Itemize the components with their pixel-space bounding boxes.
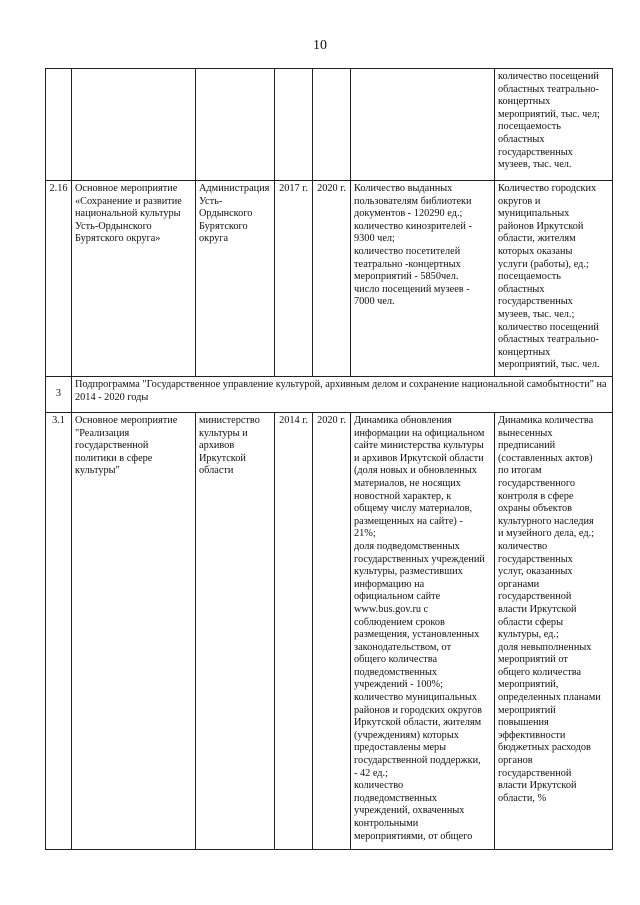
table-row	[46, 69, 613, 181]
start-year-cell: 2014 г.	[275, 413, 313, 850]
end-year-cell	[313, 69, 351, 181]
page-number: 10	[313, 38, 327, 53]
results-cell: Количество городских округов и муниципальных районов Иркутской области, жителям которых оказаны услуги (работы), ед.; посещаемость областных государственных музеев, тыс. чел.; количество посещений областных театрально- концертных мероприятий, тыс. чел.	[495, 181, 613, 377]
row-number: 3	[46, 377, 72, 413]
results-cell: Динамика количества вынесенных предписаний (составленных актов) по итогам государственного контроля в сфере охраны объектов культурного наследия и музейного дела, ед.; количество государственных услуг, оказанных органами государственной власти Иркутской области сферы культуры, ед.; доля невыполненных мероприятий от общего количества мероприятий, определенных планами мероприятий повышения эффективности бюджетных расходов органов государственной власти Иркутской области, %	[495, 413, 613, 850]
indicators-cell	[351, 69, 495, 181]
results-cell: количество посещений областных театрально- концертных мероприятий, тыс. чел; посещаемость областных государственных музеев, тыс. чел.	[495, 69, 613, 181]
row-number	[46, 69, 72, 181]
event-cell: Основное мероприятие «Сохранение и развитие национальной культуры Усть-Ордынского Бурятского округа»	[72, 181, 196, 377]
indicators-cell: Динамика обновления информации на официальном сайте министерства культуры и архивов Иркутской области (доля новых и обновленных материалов, не носящих новостной характер, к общему числу материалов, размещенных на сайте) - 21%; доля подведомственных государственных учреждений культуры, разместивших информацию на официальном сайте www.bus.gov.ru с соблюдением сроков размещения, установленных законодательством, от общего количества подведомственных учреждений - 100%; количество муниципальных районов и городских округов Иркутской области, жителям (учреждениям) которых предоставлены меры государственной поддержки, - 42 ед.; количество подведомственных учреждений, охваченных контрольными мероприятиями, от общего	[351, 413, 495, 850]
end-year-cell: 2020 г.	[313, 181, 351, 377]
executor-cell: министерство культуры и архивов Иркутской области	[196, 413, 275, 850]
indicators-cell: Количество выданных пользователям библиотеки документов - 120290 ед.; количество кинозрителей - 9300 чел; количество посетителей театрально -концертных мероприятий - 5850чел. число посещений музеев - 7000 чел.	[351, 181, 495, 377]
event-cell	[72, 69, 196, 181]
program-table	[45, 68, 613, 850]
end-year-cell: 2020 г.	[313, 413, 351, 850]
executor-cell	[196, 69, 275, 181]
start-year-cell	[275, 69, 313, 181]
row-number: 3.1	[46, 413, 72, 850]
executor-cell: Администрация Усть- Ордынского Бурятского округа	[196, 181, 275, 377]
subprogram-row	[46, 377, 613, 413]
row-number: 2.16	[46, 181, 72, 377]
start-year-cell: 2017 г.	[275, 181, 313, 377]
subprogram-title: Подпрограмма "Государственное управление культурой, архивным делом и сохранение национальной самобытности" на 2014 - 2020 годы	[72, 377, 613, 413]
event-cell: Основное мероприятие "Реализация государственной политики в сфере культуры"	[72, 413, 196, 850]
table-row	[46, 181, 613, 377]
table-row	[46, 413, 613, 850]
